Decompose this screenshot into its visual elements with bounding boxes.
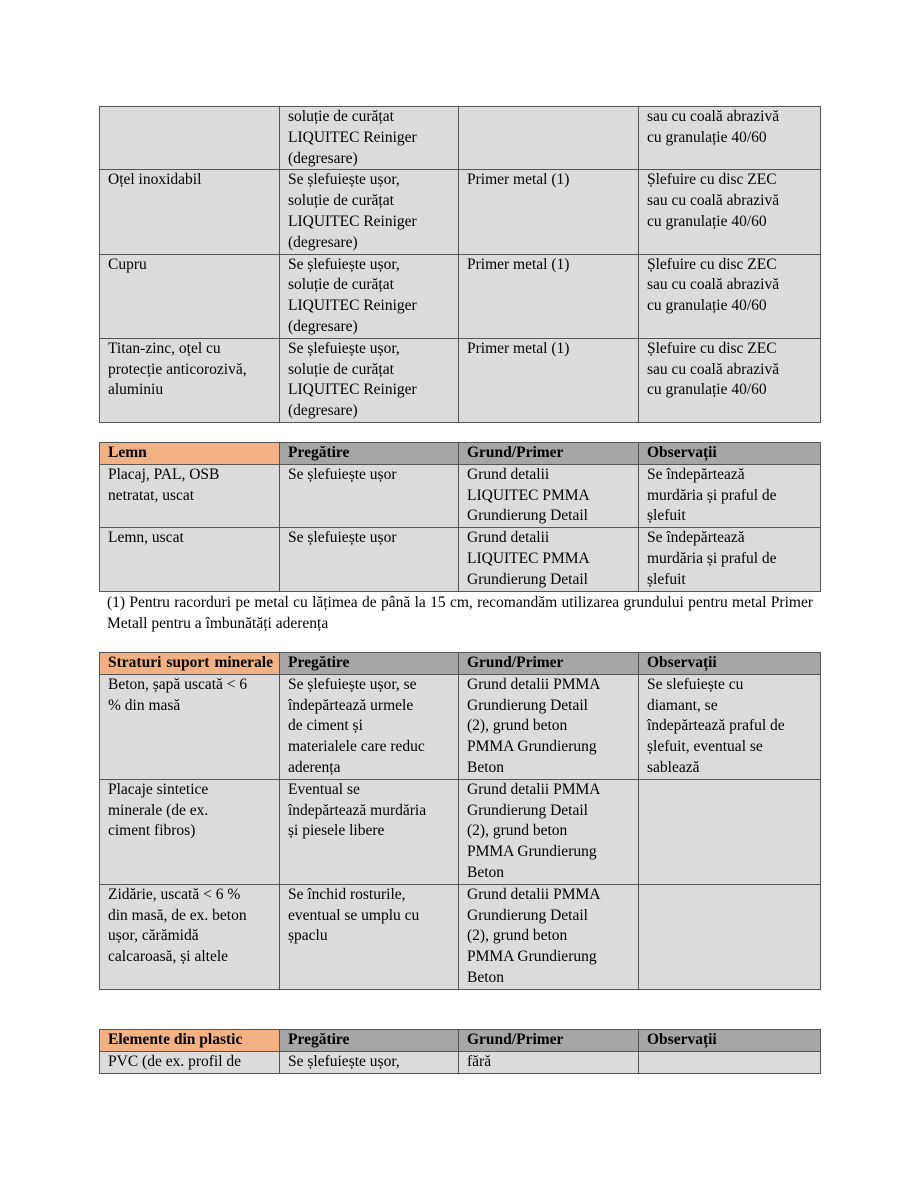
- table-cell: Placaje sintetice minerale (de ex. ciment fibros): [100, 779, 280, 884]
- column-header: Pregătire: [280, 653, 459, 675]
- table-cell: Se îndepărtează murdăria și praful de șlefuit: [639, 528, 821, 591]
- table-cell: Se șlefuiește ușor, soluție de curățat LIQUITEC Reiniger (degresare): [280, 170, 459, 254]
- mineral-substrates-table: [99, 652, 821, 990]
- column-header: Pregătire: [280, 443, 459, 465]
- table-row: [100, 528, 821, 591]
- table-cell: PVC (de ex. profil de: [100, 1051, 280, 1073]
- table-header-row: [100, 653, 821, 675]
- table-cell: Titan-zinc, oțel cu protecție anticorozivă, aluminiu: [100, 338, 280, 422]
- table-row: [100, 464, 821, 527]
- table-row: [100, 107, 821, 170]
- table-cell: Se șlefuiește ușor, se îndepărtează urmele de ciment și materialele care reduc aderența: [280, 674, 459, 779]
- table-row: [100, 254, 821, 338]
- table-cell: Cupru: [100, 254, 280, 338]
- table-cell: Se șlefuiește ușor, soluție de curățat LIQUITEC Reiniger (degresare): [280, 254, 459, 338]
- table-row: [100, 1051, 821, 1073]
- table-cell: Se șlefuiește ușor, soluție de curățat LIQUITEC Reiniger (degresare): [280, 338, 459, 422]
- table-cell: [639, 884, 821, 989]
- table-cell: Șlefuire cu disc ZEC sau cu coală abrazivă cu granulație 40/60: [639, 338, 821, 422]
- table-cell: Se slefuiește cu diamant, se îndepărtează praful de șlefuit, eventual se sablează: [639, 674, 821, 779]
- table-row: [100, 170, 821, 254]
- column-header: Observații: [639, 443, 821, 465]
- table-cell: Grund detalii PMMA Grundierung Detail (2), grund beton PMMA Grundierung Beton: [459, 884, 639, 989]
- column-header: Observații: [639, 653, 821, 675]
- table-cell: Se șlefuiește ușor: [280, 528, 459, 591]
- column-header: Observații: [639, 1030, 821, 1052]
- table-cell: [639, 1051, 821, 1073]
- table-cell: [100, 107, 280, 170]
- table-cell: Eventual se îndepărtează murdăria și piesele libere: [280, 779, 459, 884]
- table-cell: Se șlefuiește ușor,: [280, 1051, 459, 1073]
- table-cell: soluție de curățat LIQUITEC Reiniger (degresare): [280, 107, 459, 170]
- table-row: [100, 779, 821, 884]
- plastic-elements-table: [99, 1029, 821, 1074]
- table-cell: Grund detalii LIQUITEC PMMA Grundierung Detail: [459, 464, 639, 527]
- wood-substrates-table: [99, 442, 821, 592]
- metal-substrates-table: [99, 106, 821, 423]
- table-cell: Primer metal (1): [459, 170, 639, 254]
- table-row: [100, 674, 821, 779]
- column-header: Pregătire: [280, 1030, 459, 1052]
- column-header: Grund/Primer: [459, 653, 639, 675]
- table-cell: Șlefuire cu disc ZEC sau cu coală abrazivă cu granulație 40/60: [639, 170, 821, 254]
- table-cell: Se îndepărtează murdăria și praful de șlefuit: [639, 464, 821, 527]
- column-header: Straturi suport minerale: [100, 653, 280, 675]
- footnote: (1) Pentru racorduri pe metal cu lățimea de până la 15 cm, recomandăm utilizarea grundului pentru metal Primer Metall pentru a îmbunătăți aderența: [107, 594, 813, 632]
- table-cell: Grund detalii LIQUITEC PMMA Grundierung Detail: [459, 528, 639, 591]
- table-header-row: [100, 1030, 821, 1052]
- table-cell: Primer metal (1): [459, 338, 639, 422]
- table-cell: Primer metal (1): [459, 254, 639, 338]
- table-cell: sau cu coală abrazivă cu granulație 40/60: [639, 107, 821, 170]
- table-cell: fără: [459, 1051, 639, 1073]
- column-header: Elemente din plastic: [100, 1030, 280, 1052]
- table-cell: Grund detalii PMMA Grundierung Detail (2), grund beton PMMA Grundierung Beton: [459, 674, 639, 779]
- table-cell: Șlefuire cu disc ZEC sau cu coală abrazivă cu granulație 40/60: [639, 254, 821, 338]
- table-row: [100, 338, 821, 422]
- table-cell: Se șlefuiește ușor: [280, 464, 459, 527]
- column-header: Grund/Primer: [459, 443, 639, 465]
- table-cell: [459, 107, 639, 170]
- table-cell: Beton, șapă uscată < 6 % din masă: [100, 674, 280, 779]
- table-cell: Oțel inoxidabil: [100, 170, 280, 254]
- table-cell: Grund detalii PMMA Grundierung Detail (2), grund beton PMMA Grundierung Beton: [459, 779, 639, 884]
- table-cell: Placaj, PAL, OSB netratat, uscat: [100, 464, 280, 527]
- table-cell: [639, 779, 821, 884]
- table-header-row: [100, 443, 821, 465]
- table-cell: Se închid rosturile, eventual se umplu cu șpaclu: [280, 884, 459, 989]
- table-cell: Lemn, uscat: [100, 528, 280, 591]
- column-header: Grund/Primer: [459, 1030, 639, 1052]
- column-header: Lemn: [100, 443, 280, 465]
- table-row: [100, 884, 821, 989]
- table-cell: Zidărie, uscată < 6 % din masă, de ex. beton ușor, cărămidă calcaroasă, și altele: [100, 884, 280, 989]
